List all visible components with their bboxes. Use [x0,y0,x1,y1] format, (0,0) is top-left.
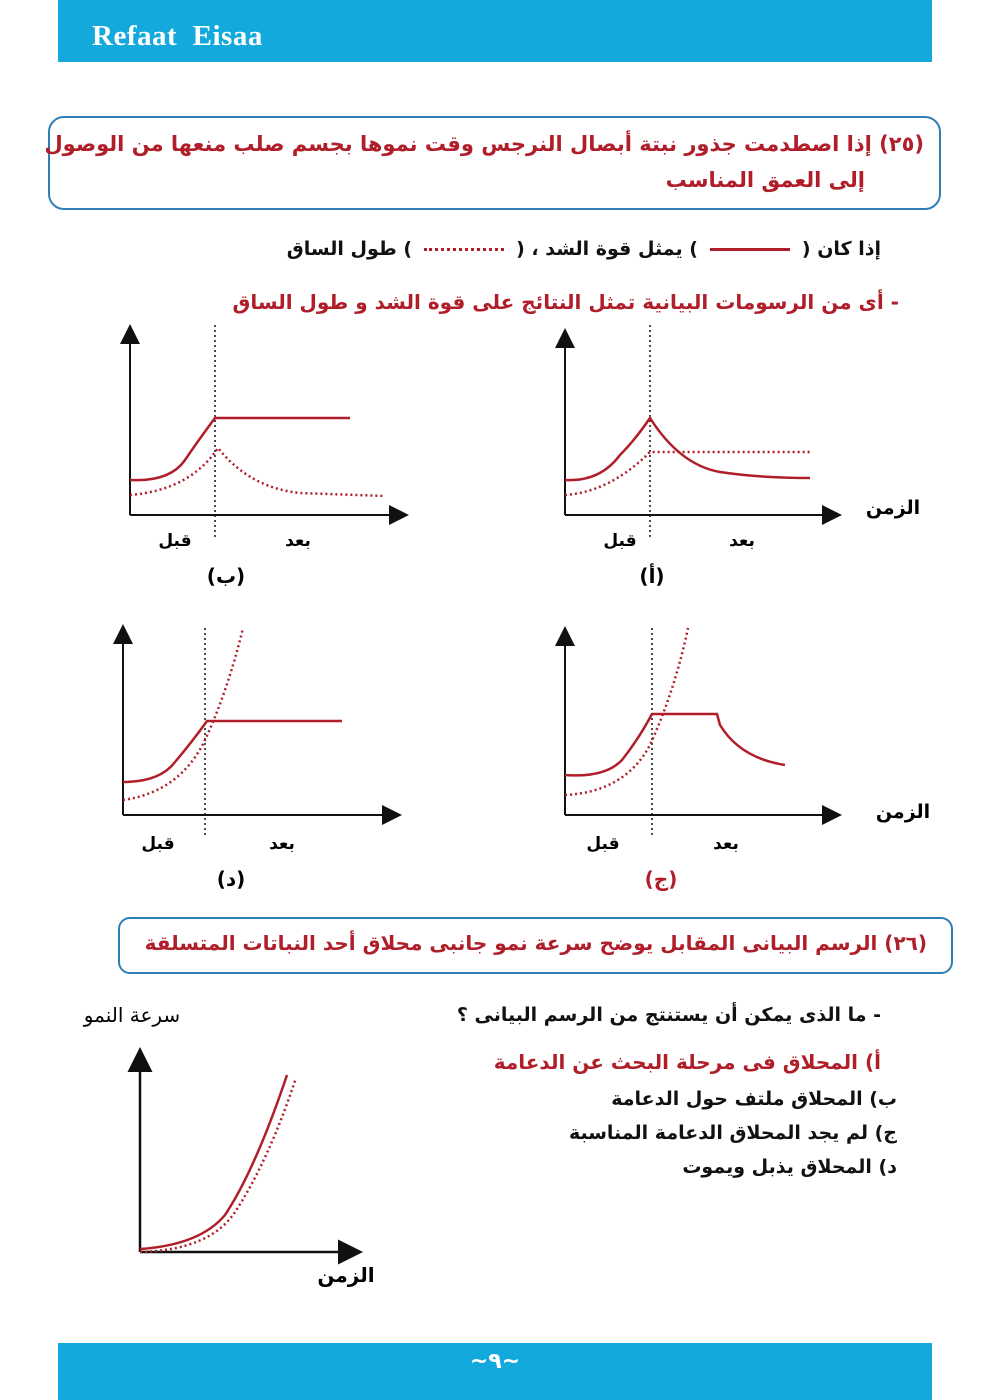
footer-bar [58,1343,932,1400]
option-a: أ) المحلاق فى مرحلة البحث عن الدعامة [493,1050,881,1074]
question-25-prompt: - أى من الرسومات البيانية تمثل النتائج على قوة الشد و طول الساق [232,290,899,314]
legend-separator: ، [531,238,539,260]
graph-q26 [0,1000,400,1300]
graph-c-solid-curve [565,714,785,775]
legend-statement: إذا كان () يمثل قوة الشد ، () طول الساق [286,238,881,260]
graph-d-after-label: بعد [269,834,295,854]
graph-a-after-label: بعد [729,531,755,551]
graph-c-id: (ج) [644,867,678,891]
graph-b-after-label: بعد [285,531,311,551]
q26-dotted-curve [140,1078,296,1252]
option-d: د) المحلاق يذبل ويموت [682,1156,897,1178]
legend-dotted-desc: طول الساق [286,238,397,260]
question-25-line1: (٢٥) إذا اصطدمت جذور نبتة أبصال النرجس وقت نموها بجسم صلب منعها من الوصول [44,132,924,156]
graph-a [565,325,920,588]
graph-b-dotted-curve [130,448,385,496]
graph-a-id: (أ) [639,564,665,588]
question-26-prompt: - ما الذى يمكن أن يستنتج من الرسم البيانى ؟ [456,1004,881,1026]
page-number: ~٩~ [469,1349,521,1374]
graph-b [130,325,405,588]
graph-a-before-label: قبل [603,531,637,551]
q26-solid-curve [140,1075,287,1249]
graph-c [565,628,930,891]
graph-c-dotted-curve [565,628,688,795]
graph-d-solid-curve [123,721,342,782]
graph-c-before-label: قبل [586,834,620,854]
graph-c-after-label: بعد [713,834,739,854]
graph-b-id: (ب) [206,564,246,588]
question-26-text: (٢٦) الرسم البيانى المقابل يوضح سرعة نمو جانبى محلاق أحد النباتات المتسلقة [144,931,927,955]
brand-title: Refaat Eisaa [92,20,263,52]
graph-d-before-label: قبل [141,834,175,854]
graph-b-before-label: قبل [158,531,192,551]
q26-y-label: سرعة النمو [83,1003,181,1027]
graph-d-id: (د) [216,867,246,891]
graph-a-time-label: الزمن [865,497,921,519]
graph-d [123,628,398,891]
option-b: ب) المحلاق ملتف حول الدعامة [611,1088,897,1110]
graph-a-solid-curve [565,418,810,480]
q26-x-label: الزمن [317,1263,375,1287]
question-25-line2: إلى العمق المناسب [665,168,865,192]
legend-solid-desc: يمثل قوة الشد [545,238,683,260]
option-c: ج) لم يجد المحلاق الدعامة المناسبة [568,1122,897,1144]
graph-d-dotted-curve [123,628,243,800]
graph-c-time-label: الزمن [875,801,931,823]
legend-if-prefix: إذا كان [817,238,881,260]
